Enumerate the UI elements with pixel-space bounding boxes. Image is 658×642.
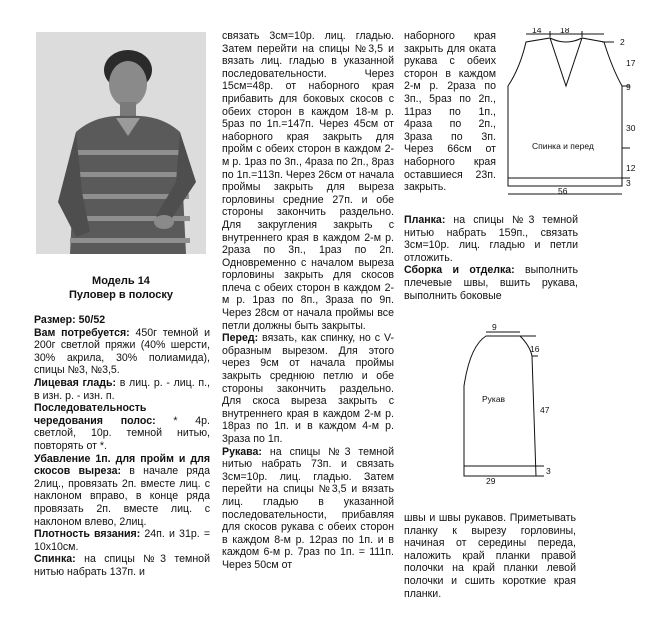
back-text-start: на спицы №3 темной нитью набрать 137п. и [34, 553, 210, 578]
sleeve-paragraph-start [222, 446, 394, 572]
sleeve-paragraph-continued: наборного края закрыть для оката рукава с обеих сторон в каждом 2-м р. 2раза по 3п., 5раз по 2п., 11раз по 1п., 4раза по 2п., 3раза по 3п. Через 66см от наборного края оставшиеся 23п. закрыть. [404, 30, 496, 194]
decrease-label: Убавление 1п. для пройм и для скосов выреза: [34, 452, 210, 478]
yarn-text: 450г темной и 200г светлой пряжи (40% шерсти, 30% акрила, 30% полиамида), спицы №3, №3,5. [34, 326, 210, 377]
gauge-text: 24п. и 31р. = 10х10см. [34, 528, 210, 553]
decrease-paragraph [34, 453, 210, 529]
assembly-label: Сборка и отделка: [404, 264, 515, 277]
yarn-paragraph [34, 327, 210, 377]
column-1-text [34, 314, 210, 578]
sleeve-dim-3: 3 [546, 466, 551, 476]
body-piece-label: Спинка и перед [532, 141, 594, 151]
front-paragraph [222, 332, 394, 445]
band-label: Планка: [404, 214, 446, 226]
sleeve-outline [464, 336, 536, 476]
column-3-text-middle [404, 214, 578, 302]
band-text: на спицы №3 темной нитью набрать 159п., связать 3см=10р. лиц. гладью и петли отложить. [404, 214, 578, 264]
gauge-paragraph [34, 528, 210, 553]
body-outline [508, 38, 622, 186]
column-3-text-bottom [404, 512, 576, 600]
dim-14: 14 [532, 28, 542, 35]
sleeve-schematic [456, 320, 582, 486]
size-line: Размер: 50/52 [34, 314, 106, 326]
dim-3: 3 [626, 178, 631, 188]
dim-2: 2 [620, 37, 625, 47]
front-text: вязать, как спинку, но с V-образным вырезом. Для этого через 9см от начала проймы закрыть среднюю петлю и обе стороны закончить раздельно. Для скоса выреза закрыть с внутреннего края в каждом 2-м р. 18раз по 1п. и в каждом 4-м р. 3раза по 1п. [222, 332, 394, 445]
model-caption [36, 274, 206, 302]
dim-18: 18 [560, 28, 570, 35]
assembly-paragraph-continued: швы и швы рукавов. Приметывать планку к вырезу горловины, начиная от середины переда, наложить край планки правой полочки на край планки левой полочки и сшить короткие края планки. [404, 512, 576, 600]
stripes-label: Последовательность чередования полос: [34, 402, 156, 427]
back-neckline [550, 38, 582, 42]
stst-label: Лицевая гладь: [34, 376, 117, 389]
back-label: Спинка: [34, 553, 76, 566]
assembly-text: выполнить плечевые швы, вшить рукава, выполнить боковые [404, 264, 578, 302]
front-label: Перед: [222, 332, 259, 345]
dim-30: 30 [626, 123, 636, 133]
dim-17: 17 [626, 58, 636, 68]
back-paragraph-continued: связать 3см=10р. лиц. гладью. Затем перейти на спицы №3,5 и вязать лиц. гладью в указанной последовательности. Через 15см=48р. от наборного края прибавить для боковых скосов с обеих сторон в каждом 18-м р. 5раз по 1п.=147п. Через 45см от наборного края закрыть для пройм с обеих сторон в каждом 2-м р. 1раз по 3п., 4раза по 2п., 8раз по 1п.=113п. Через 26см от начала проймы закрыть для выреза горловины средние 27п. и обе стороны закончить раздельно. Для закругления закрыть с внутреннего края в каждом 2-м р. 2раза по 3п., 1раз по 2п. Одновременно с началом выреза горловины закрыть для скосов плеча с обеих сторон в каждом 2-м р. 1раз по 8п., 3раза по 9п. Через 28см от начала проймы все петли должны быть закрыты. [222, 30, 394, 332]
stst-paragraph [34, 377, 210, 402]
assembly-paragraph [404, 264, 578, 302]
dim-12: 12 [626, 163, 636, 173]
sleeve-dim-47: 47 [540, 405, 550, 415]
sleeve-dim-16: 16 [530, 344, 540, 354]
yarn-label: Вам потребуется: [34, 326, 130, 339]
sleeve-text-start: на спицы №3 темной нитью набрать 73п. и связать 3см=10р. лиц. гладью. Затем перейти на спицы №3,5 и вязать лиц. гладью в указанной последовательности, прибавляя для скосов рукава с обеих сторон в каждом 8-м р. 12раз по 1п. и в каждом 6-м р. 7раз по 1п. = 111п. Через 50см от [222, 445, 394, 571]
model-photo [36, 32, 206, 254]
column-2-text [222, 30, 394, 572]
dim-56: 56 [558, 186, 568, 196]
stripes-paragraph [34, 402, 210, 452]
sleeve-dim-29: 29 [486, 476, 496, 486]
dim-9: 9 [626, 82, 631, 92]
gauge-label: Плотность вязания: [34, 528, 141, 541]
band-paragraph [404, 214, 578, 264]
model-photo-illustration [36, 32, 206, 254]
column-3-text-top [404, 30, 496, 194]
body-schematic [498, 28, 648, 204]
model-subtitle: Пуловер в полоску [68, 289, 174, 301]
decrease-text: в начале ряда 2лиц., провязать 2п. вместе лиц. с наклоном вправо, в конце ряда провязать 2п. вместе лиц. с наклоном влево, 2лиц. [34, 465, 210, 528]
sleeve-piece-label: Рукав [482, 394, 506, 404]
model-title: Модель 14 [92, 275, 150, 287]
back-paragraph-start [34, 553, 210, 578]
stripes-text: * 4р. светлой, 10р. темной нитью, повторять от *. [34, 414, 210, 452]
sleeve-dim-9: 9 [492, 322, 497, 332]
sleeve-label: Рукава: [222, 445, 262, 458]
stst-text: в лиц. р. - лиц. п., в изн. р. - изн. п. [34, 376, 210, 402]
